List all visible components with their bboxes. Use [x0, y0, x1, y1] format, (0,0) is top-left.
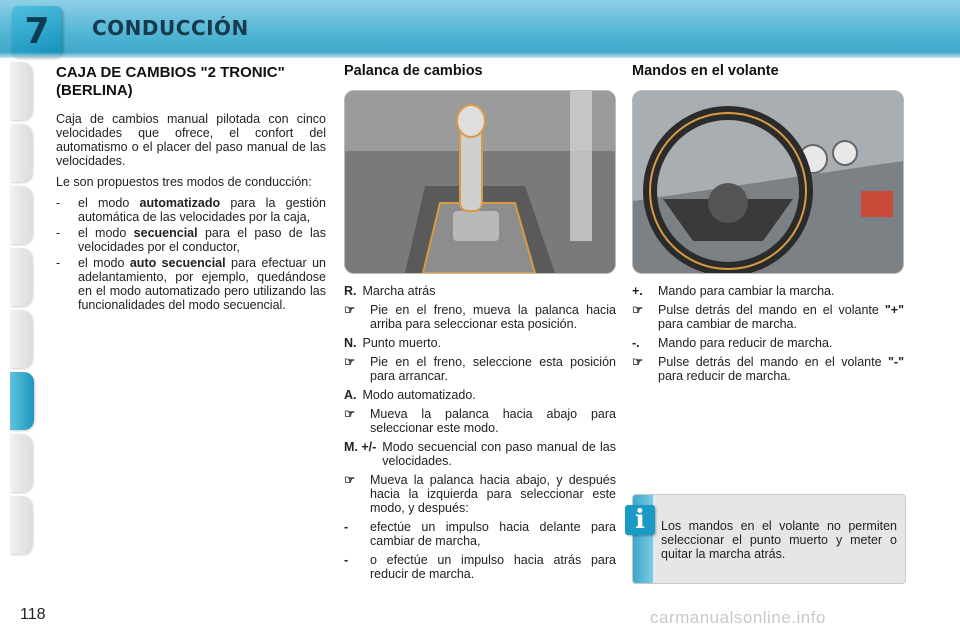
- entry-key: ☞: [632, 303, 644, 317]
- entry-key: ☞: [344, 303, 356, 317]
- entry-text: Mueva la palanca hacia abajo para seleccionar este modo.: [370, 407, 616, 435]
- chapter-title: CONDUCCIÓN: [92, 16, 249, 40]
- entry-key: ☞: [344, 355, 356, 369]
- mode-text-post: para el paso de las velocidades por el conductor,: [78, 226, 326, 254]
- wheel-entry: [632, 303, 904, 331]
- entry-text: Modo secuencial con paso manual de las velocidades.: [382, 440, 616, 468]
- mode-text-pre: el modo: [78, 196, 140, 210]
- entry-text: Pie en el freno, seleccione esta posición para arrancar.: [370, 355, 616, 383]
- dash-marker: -: [56, 226, 61, 240]
- lever-entry: [344, 520, 616, 548]
- entry-key: R.: [344, 284, 357, 298]
- dash-marker: -: [56, 196, 61, 210]
- wheel-heading: Mandos en el volante: [632, 63, 779, 79]
- entry-control-label: "+": [884, 303, 904, 317]
- mode-text-post: para la gestión automática de las velocidades por la caja,: [78, 196, 326, 224]
- chapter-tab[interactable]: [10, 434, 32, 492]
- chapter-header: [0, 0, 960, 58]
- lever-entry: [344, 355, 616, 383]
- wheel-entry: [632, 284, 904, 298]
- mode-text: [78, 196, 326, 224]
- lever-entry: [344, 303, 616, 331]
- mode-item: [56, 196, 326, 224]
- wheel-entry: [632, 336, 904, 350]
- info-icon: i: [625, 505, 655, 535]
- gear-lever-illustration: [345, 91, 615, 273]
- chapter-tab[interactable]: [10, 310, 32, 368]
- entry-text: [658, 355, 904, 383]
- entry-control-label: "-": [887, 355, 904, 369]
- entry-text: [658, 336, 904, 350]
- lever-entry: [344, 553, 616, 581]
- wheel-entry: [632, 355, 904, 383]
- mode-name: secuencial: [133, 226, 198, 240]
- mode-item: [56, 226, 326, 254]
- lever-heading: Palanca de cambios: [344, 63, 483, 79]
- chapter-tab-active[interactable]: [10, 372, 34, 430]
- entry-text-pre: Mando para reducir de marcha.: [658, 336, 833, 350]
- gear-lever-photo: [344, 90, 616, 274]
- entry-key: -: [344, 520, 349, 534]
- entry-text-pre: Pulse detrás del mando en el volante: [658, 303, 885, 317]
- entry-text: [658, 303, 904, 331]
- lever-entry: [344, 388, 616, 402]
- modes-list: [56, 196, 326, 312]
- wheel-column: [632, 60, 904, 388]
- entry-key: ☞: [344, 407, 356, 421]
- entry-text: efectúe un impulso hacia delante para cambiar de marcha,: [370, 520, 616, 548]
- chapter-number: 7: [24, 10, 50, 52]
- mode-text: [78, 226, 326, 254]
- entry-key: -: [344, 553, 349, 567]
- watermark: carmanualsonline.info: [650, 608, 826, 627]
- entry-key: -.: [632, 336, 640, 350]
- entry-text-pre: Mando para cambiar la marcha.: [658, 284, 835, 298]
- dash-marker: -: [56, 256, 61, 270]
- entry-text: Marcha atrás: [362, 284, 436, 298]
- chapter-tab[interactable]: [10, 186, 32, 244]
- lever-entry: [344, 440, 616, 468]
- lever-column: [344, 60, 616, 586]
- mode-text-pre: el modo: [78, 256, 130, 270]
- entry-text-pre: Pulse detrás del mando en el volante: [658, 355, 888, 369]
- info-note: [632, 494, 906, 584]
- lever-entries: [344, 284, 616, 581]
- entry-key: ☞: [344, 473, 356, 487]
- mode-text: [78, 256, 326, 312]
- intro-paragraph: Le son propuestos tres modos de conducción:: [56, 175, 312, 189]
- lever-entry: [344, 473, 616, 515]
- entry-key: M. +/-: [344, 440, 377, 454]
- lever-entry: [344, 284, 616, 298]
- chapter-tabs: [0, 62, 34, 558]
- mode-text-pre: el modo: [78, 226, 134, 240]
- note-text: Los mandos en el volante no permiten seleccionar el punto muerto y meter o quitar la marcha atrás.: [661, 519, 897, 561]
- page-number: 118: [20, 606, 46, 623]
- entry-text: Pie en el freno, mueva la palanca hacia arriba para seleccionar esta posición.: [370, 303, 616, 331]
- mode-text-post: para efectuar un adelantamiento, por ejemplo, quedándose en el modo automatizado pero utilizando las funcionalidades del modo secuencial.: [78, 256, 326, 312]
- chapter-tab[interactable]: [10, 124, 32, 182]
- lever-entry: [344, 407, 616, 435]
- entry-key: A.: [344, 388, 357, 402]
- intro-column: [56, 60, 326, 314]
- entry-text: Mueva la palanca hacia abajo, y después hacia la izquierda para seleccionar este modo, y después:: [370, 473, 616, 515]
- mode-item: [56, 256, 326, 312]
- section-heading: CAJA DE CAMBIOS "2 TRONIC" (BERLINA): [56, 64, 285, 99]
- entry-text: o efectúe un impulso hacia atrás para reducir de marcha.: [370, 553, 616, 581]
- steering-wheel-illustration: [633, 91, 903, 273]
- chapter-badge: [12, 6, 62, 56]
- lever-entry: [344, 336, 616, 350]
- chapter-tab[interactable]: [10, 248, 32, 306]
- entry-text: [658, 284, 904, 298]
- steering-wheel-photo: [632, 90, 904, 274]
- entry-key: +.: [632, 284, 643, 298]
- entry-key: ☞: [632, 355, 644, 369]
- mode-name: automatizado: [139, 196, 221, 210]
- entry-text: Punto muerto.: [362, 336, 442, 350]
- intro-paragraph: Caja de cambios manual pilotada con cinco velocidades que ofrece, el confort del automatismo o el placer del paso manual de las velocidades.: [56, 112, 326, 168]
- mode-name: auto secuencial: [129, 256, 226, 270]
- entry-key: N.: [344, 336, 357, 350]
- entry-text-post: para reducir de marcha.: [658, 369, 791, 383]
- chapter-tab[interactable]: [10, 496, 32, 554]
- entry-text: Modo automatizado.: [362, 388, 476, 402]
- wheel-entries: [632, 284, 904, 383]
- chapter-tab[interactable]: [10, 62, 32, 120]
- entry-text-post: para cambiar de marcha.: [658, 317, 797, 331]
